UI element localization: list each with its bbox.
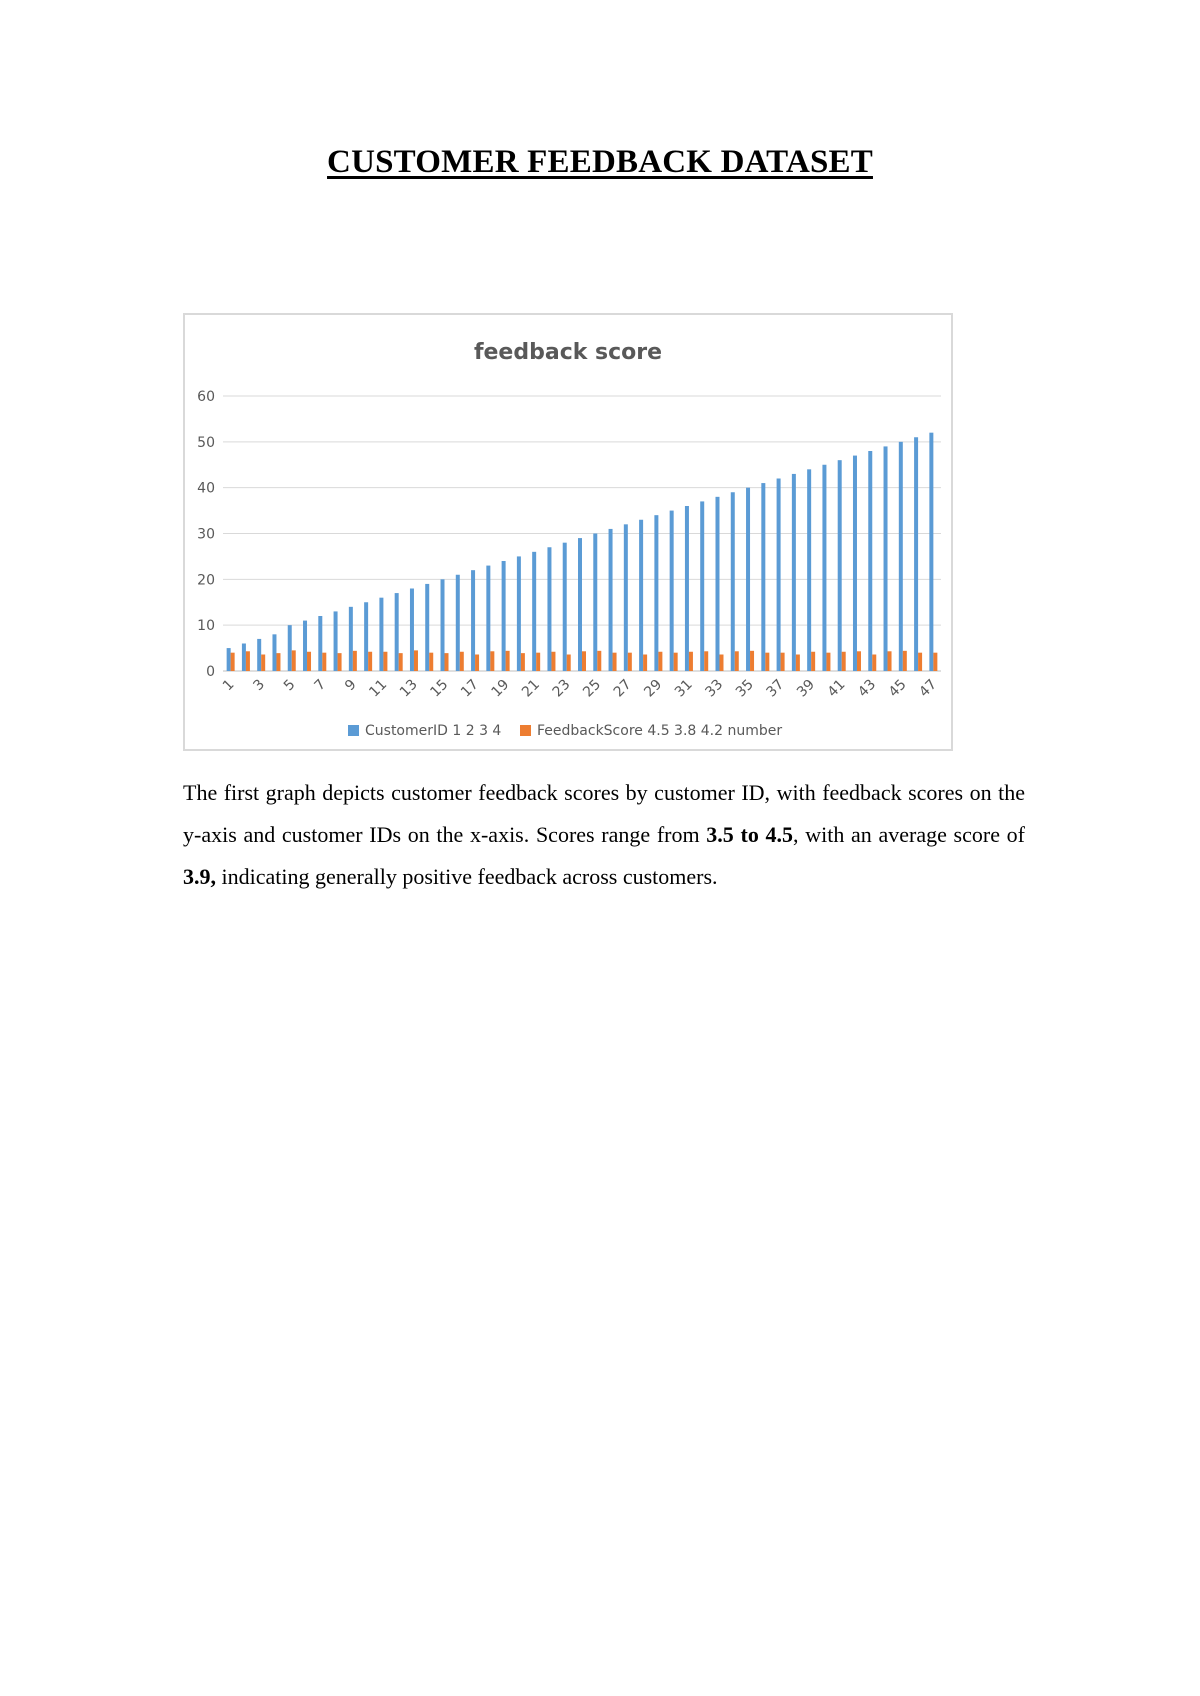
bar-customerid-28 [639, 520, 643, 671]
x-tick-label: 31 [671, 676, 696, 701]
bar-customerid-46 [914, 437, 918, 671]
bar-customerid-1 [227, 648, 231, 671]
bar-customerid-47 [929, 433, 933, 671]
description-average: 3.9, [183, 864, 216, 889]
y-tick-label: 50 [197, 434, 215, 451]
bar-customerid-3 [257, 639, 261, 671]
x-tick-label: 27 [610, 676, 635, 701]
bar-feedbackscore-19 [506, 651, 510, 671]
y-tick-label: 20 [197, 572, 215, 589]
bar-customerid-20 [517, 556, 521, 671]
bar-feedbackscore-28 [643, 655, 647, 672]
x-tick-label: 11 [366, 676, 391, 701]
bar-customerid-43 [868, 451, 872, 671]
bar-customerid-30 [670, 511, 674, 671]
bar-feedbackscore-11 [383, 652, 387, 671]
x-tick-label: 5 [280, 676, 299, 695]
bar-feedbackscore-45 [903, 651, 907, 671]
bar-feedbackscore-26 [613, 653, 617, 671]
x-tick-label: 19 [488, 676, 513, 701]
bar-feedbackscore-23 [567, 655, 571, 672]
x-tick-label: 29 [641, 676, 666, 701]
bar-customerid-38 [792, 474, 796, 671]
x-tick-label: 21 [519, 676, 543, 701]
chart-title: feedback score [473, 340, 663, 365]
bar-feedbackscore-15 [445, 653, 449, 671]
bar-customerid-22 [547, 547, 551, 671]
bar-customerid-31 [685, 506, 689, 671]
bar-customerid-13 [410, 589, 414, 672]
legend-swatch-feedbackscore [520, 725, 531, 736]
x-tick-label: 47 [916, 676, 941, 701]
bar-customerid-35 [746, 488, 750, 671]
bar-feedbackscore-39 [811, 652, 815, 671]
bar-customerid-32 [700, 501, 704, 671]
y-tick-label: 30 [197, 526, 215, 543]
description-text-3: indicating generally positive feedback across customers. [216, 864, 718, 889]
bar-customerid-2 [242, 644, 246, 672]
bar-feedbackscore-31 [689, 652, 693, 671]
bar-feedbackscore-37 [781, 653, 785, 671]
bar-customerid-34 [731, 492, 735, 671]
bar-customerid-36 [761, 483, 765, 671]
bar-feedbackscore-46 [918, 653, 922, 671]
bar-feedbackscore-38 [796, 655, 800, 672]
x-tick-label: 17 [457, 676, 482, 701]
x-tick-label: 13 [396, 676, 421, 701]
x-tick-label: 35 [732, 676, 757, 701]
bar-feedbackscore-9 [353, 651, 357, 671]
bar-feedbackscore-22 [551, 652, 555, 671]
bar-feedbackscore-7 [322, 653, 326, 671]
x-axis-labels [220, 677, 940, 701]
bar-customerid-8 [334, 611, 338, 671]
bars [227, 433, 938, 671]
bar-feedbackscore-32 [704, 651, 708, 671]
bar-customerid-21 [532, 552, 536, 671]
bar-feedbackscore-8 [338, 653, 342, 671]
bar-feedbackscore-25 [597, 651, 601, 671]
legend [348, 723, 782, 739]
bar-customerid-26 [609, 529, 613, 671]
bar-feedbackscore-36 [765, 653, 769, 671]
bar-customerid-40 [822, 465, 826, 671]
bar-customerid-9 [349, 607, 353, 671]
bar-customerid-27 [624, 524, 628, 671]
x-tick-label: 7 [311, 676, 330, 695]
x-tick-label: 23 [549, 676, 574, 701]
bar-feedbackscore-24 [582, 651, 586, 671]
y-tick-label: 60 [197, 389, 215, 405]
x-tick-label: 25 [580, 676, 605, 701]
x-tick-label: 9 [342, 676, 360, 695]
bar-feedbackscore-35 [750, 651, 754, 671]
x-tick-label: 15 [427, 676, 452, 701]
x-tick-label: 37 [763, 676, 788, 701]
legend-label-customerid: CustomerID 1 2 3 4 [365, 723, 502, 739]
bar-feedbackscore-12 [399, 653, 403, 671]
bar-feedbackscore-42 [857, 651, 861, 671]
bar-feedbackscore-10 [368, 652, 372, 671]
page-title: CUSTOMER FEEDBACK DATASET [327, 144, 873, 180]
legend-label-feedbackscore: FeedbackScore 4.5 3.8 4.2 number [537, 723, 783, 739]
bar-feedbackscore-33 [719, 655, 723, 672]
bar-feedbackscore-47 [933, 653, 937, 671]
bar-customerid-16 [456, 575, 460, 671]
bar-feedbackscore-27 [628, 653, 632, 671]
x-tick-label: 43 [855, 676, 880, 701]
bar-customerid-23 [563, 543, 567, 671]
bar-customerid-4 [272, 634, 276, 671]
legend-swatch-customerid [348, 725, 359, 736]
description-text-2: , with an average score of [793, 822, 1025, 847]
x-tick-label: 39 [794, 676, 818, 701]
description-text-1: The first graph depicts customer feedback scores by customer ID, with feedback scores on the y-axis and customer IDs on the x-axis. Scores range from [183, 780, 1025, 847]
bar-customerid-17 [471, 570, 475, 671]
y-axis-labels [197, 389, 215, 680]
x-tick-label: 41 [824, 676, 849, 701]
bar-customerid-45 [899, 442, 903, 671]
bar-customerid-5 [288, 625, 292, 671]
bar-customerid-39 [807, 469, 811, 671]
bar-feedbackscore-20 [521, 653, 525, 671]
bar-customerid-11 [379, 598, 383, 671]
bar-feedbackscore-21 [536, 653, 540, 671]
bar-feedbackscore-34 [735, 651, 739, 671]
bar-customerid-25 [593, 534, 597, 672]
bar-feedbackscore-41 [842, 652, 846, 671]
bar-customerid-29 [654, 515, 658, 671]
bar-customerid-15 [441, 579, 445, 671]
bar-customerid-10 [364, 602, 368, 671]
x-tick-label: 33 [702, 676, 727, 701]
bar-feedbackscore-40 [826, 653, 830, 671]
bar-feedbackscore-3 [261, 655, 265, 672]
bar-customerid-7 [318, 616, 322, 671]
y-tick-label: 0 [206, 664, 215, 680]
description-paragraph [183, 772, 1025, 898]
bar-feedbackscore-2 [246, 651, 250, 671]
bar-feedbackscore-18 [490, 651, 494, 671]
bar-feedbackscore-44 [888, 651, 892, 671]
x-tick-label: 45 [885, 676, 910, 701]
bar-feedbackscore-43 [872, 655, 876, 672]
x-tick-label: 1 [219, 676, 238, 695]
x-tick-label: 3 [250, 676, 269, 695]
bar-feedbackscore-4 [276, 653, 280, 671]
y-tick-label: 10 [197, 618, 215, 635]
bar-feedbackscore-13 [414, 650, 418, 671]
description-range: 3.5 to 4.5 [706, 822, 794, 847]
bar-chart [185, 315, 951, 749]
bar-feedbackscore-5 [292, 650, 296, 671]
bar-customerid-41 [838, 460, 842, 671]
bar-customerid-33 [715, 497, 719, 671]
bar-customerid-19 [502, 561, 506, 671]
bar-customerid-14 [425, 584, 429, 671]
bar-customerid-42 [853, 456, 857, 671]
bar-customerid-37 [777, 479, 781, 672]
bar-feedbackscore-6 [307, 652, 311, 671]
bar-customerid-18 [486, 566, 490, 671]
bar-feedbackscore-17 [475, 655, 479, 672]
chart-frame [183, 313, 953, 751]
bar-customerid-44 [884, 446, 888, 671]
bar-feedbackscore-29 [658, 652, 662, 671]
bar-customerid-24 [578, 538, 582, 671]
bar-customerid-12 [395, 593, 399, 671]
bar-feedbackscore-14 [429, 653, 433, 671]
bar-customerid-6 [303, 621, 307, 671]
bar-feedbackscore-1 [231, 653, 235, 671]
bar-feedbackscore-16 [460, 652, 464, 671]
y-tick-label: 40 [197, 480, 215, 497]
bar-feedbackscore-30 [674, 653, 678, 671]
